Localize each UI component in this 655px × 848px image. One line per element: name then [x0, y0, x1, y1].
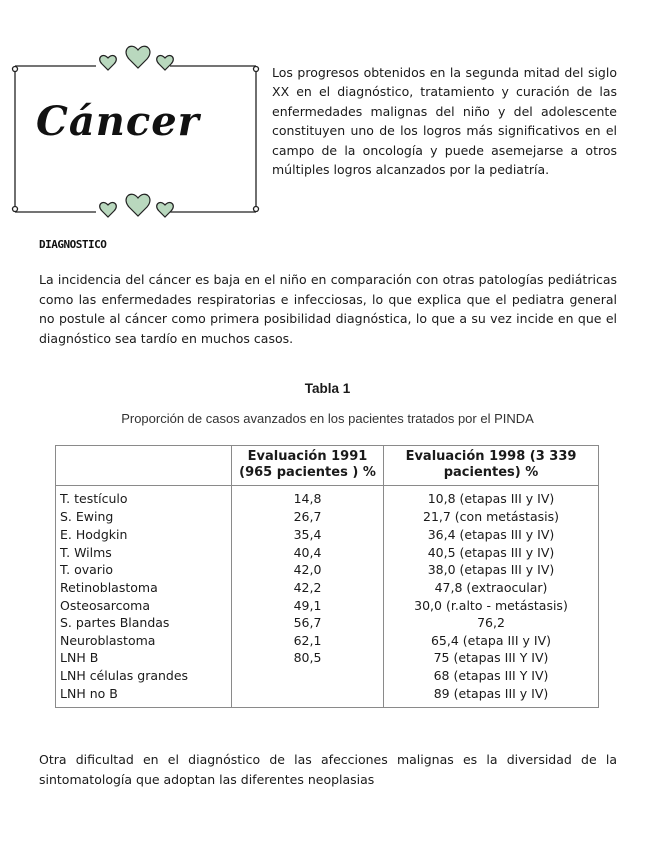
row-label: Neuroblastoma: [56, 632, 232, 650]
table-row: [56, 526, 599, 544]
row-value-1998: 40,5 (etapas III y IV): [384, 544, 599, 562]
table-row: [56, 486, 599, 509]
table-row: [56, 632, 599, 650]
row-label: T. testículo: [56, 486, 232, 509]
diagnosis-paragraph: La incidencia del cáncer es baja en el niño en comparación con otras patologías pediátricas como las enfermedades respiratorias e infecciosas, lo que explica que el pediatra general no postule al cáncer como primera posibilidad diagnóstica, lo que a su vez incide en que el diagnóstico sea tardío en muchos casos.: [39, 272, 617, 346]
row-value-1998: 21,7 (con metástasis): [384, 508, 599, 526]
table-header-row: [56, 446, 599, 486]
table-row: [56, 596, 599, 614]
row-value-1991: [232, 667, 384, 685]
header-cell-1998: Evaluación 1998 (3 339 pacientes) %: [384, 446, 599, 486]
row-label: LNH células grandes: [56, 667, 232, 685]
frame-dot-icon: [254, 67, 259, 72]
row-value-1998: 47,8 (extraocular): [384, 579, 599, 597]
table-title: Tabla 1: [304, 381, 351, 396]
row-label: S. Ewing: [56, 508, 232, 526]
table-row: [56, 561, 599, 579]
row-label: Osteosarcoma: [56, 596, 232, 614]
row-value-1991: 62,1: [232, 632, 384, 650]
row-value-1998: 89 (etapas III y IV): [384, 685, 599, 708]
row-value-1991: 56,7: [232, 614, 384, 632]
table-row: [56, 614, 599, 632]
page-title: Cáncer: [36, 98, 200, 145]
table-row: [56, 544, 599, 562]
closing-paragraph: Otra dificultad en el diagnóstico de las afecciones malignas es la diversidad de la sintomatología que adoptan las diferentes neoplasias: [39, 752, 617, 787]
row-label: LNH no B: [56, 685, 232, 708]
row-value-1998: 75 (etapas III Y IV): [384, 649, 599, 667]
row-label: E. Hodgkin: [56, 526, 232, 544]
row-value-1991: [232, 685, 384, 708]
header-cell-empty: [56, 446, 232, 486]
row-label: S. partes Blandas: [56, 614, 232, 632]
row-value-1991: 42,0: [232, 561, 384, 579]
table-body: [56, 486, 599, 708]
header-cell-1991: Evaluación 1991 (965 pacientes ) %: [232, 446, 384, 486]
table-row: [56, 508, 599, 526]
row-value-1991: 49,1: [232, 596, 384, 614]
table-row: [56, 667, 599, 685]
section-heading: DIAGNOSTICO: [39, 238, 107, 251]
row-value-1991: 26,7: [232, 508, 384, 526]
row-value-1998: 38,0 (etapas III y IV): [384, 561, 599, 579]
row-value-1991: 40,4: [232, 544, 384, 562]
row-value-1998: 36,4 (etapas III y IV): [384, 526, 599, 544]
row-label: Retinoblastoma: [56, 579, 232, 597]
row-label: T. Wilms: [56, 544, 232, 562]
row-value-1998: 76,2: [384, 614, 599, 632]
row-label: T. ovario: [56, 561, 232, 579]
row-value-1991: 80,5: [232, 649, 384, 667]
row-value-1991: 42,2: [232, 579, 384, 597]
frame-dot-icon: [13, 67, 18, 72]
row-value-1991: 14,8: [232, 486, 384, 509]
cases-table: [55, 445, 599, 708]
row-value-1998: 10,8 (etapas III y IV): [384, 486, 599, 509]
table-row: [56, 649, 599, 667]
frame-dot-icon: [13, 207, 18, 212]
row-value-1991: 35,4: [232, 526, 384, 544]
row-value-1998: 30,0 (r.alto - metástasis): [384, 596, 599, 614]
row-value-1998: 68 (etapas III Y IV): [384, 667, 599, 685]
frame-dot-icon: [254, 207, 259, 212]
row-label: LNH B: [56, 649, 232, 667]
table-caption: Proporción de casos avanzados en los pacientes tratados por el PINDA: [121, 411, 534, 426]
table-row: [56, 685, 599, 708]
table-row: [56, 579, 599, 597]
bottom-hearts-icon: [100, 194, 174, 217]
top-hearts-icon: [100, 46, 174, 70]
intro-paragraph: Los progresos obtenidos en la segunda mitad del siglo XX en el diagnóstico, tratamiento y curación de las enfermedades malignas del niño y del adolescente constituyen uno de los logros más significativos en el campo de la oncología y puede asemejarse a otros múltiples logros alcanzados por la pediatría.: [272, 65, 617, 178]
row-value-1998: 65,4 (etapa III y IV): [384, 632, 599, 650]
